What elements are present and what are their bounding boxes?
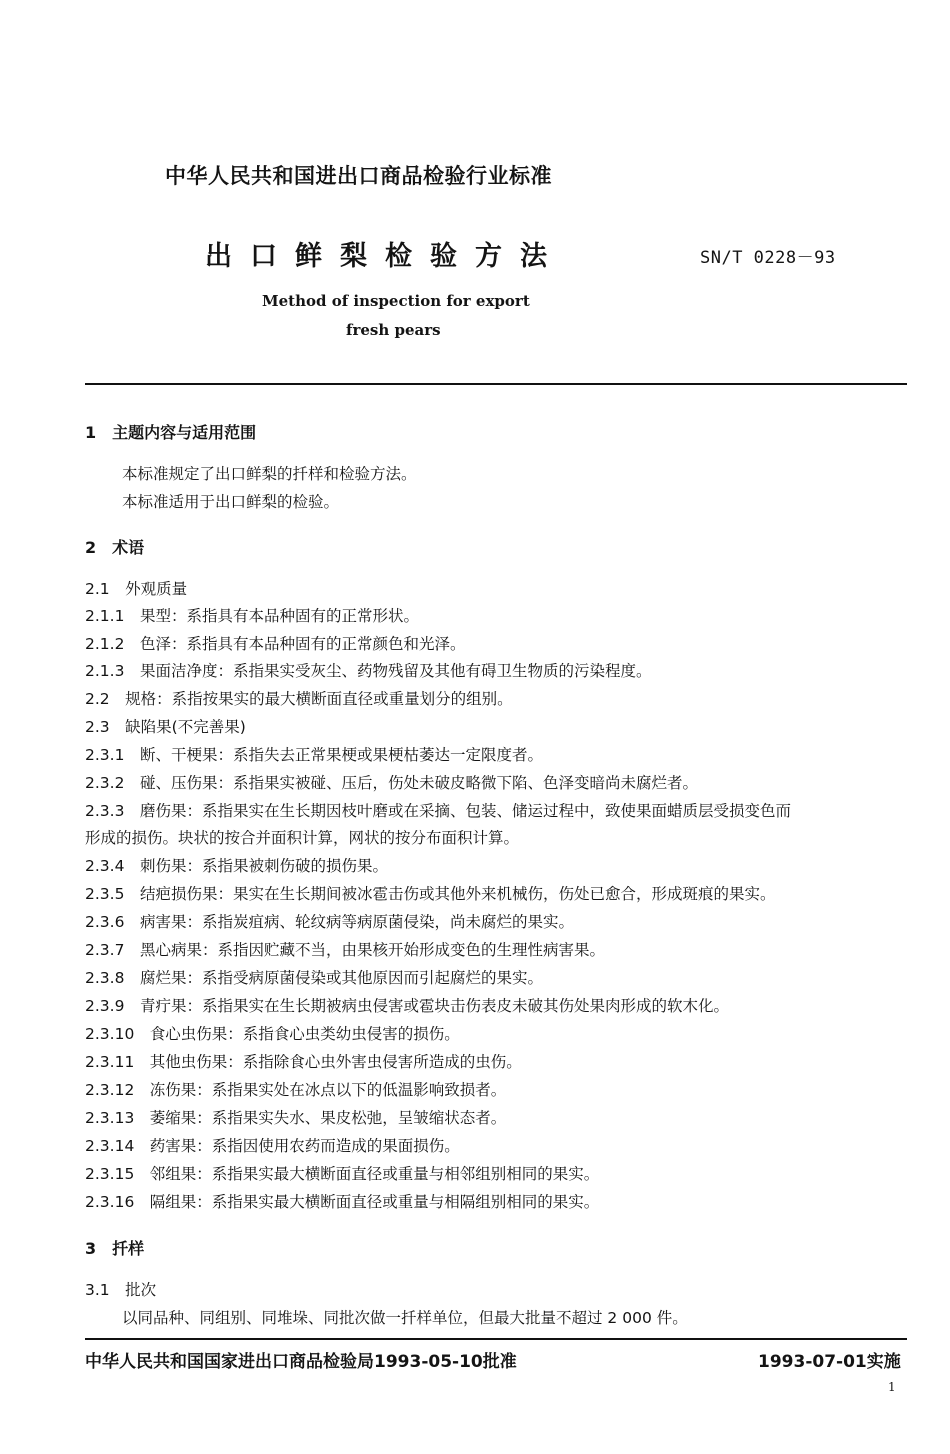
agency-title: 中华人民共和国进出口商品检验行业标准 [165,164,552,188]
header-divider [85,383,907,385]
term-item: 2.3.8 腐烂果：系指受病原菌侵染或其他原因而引起腐烂的果实。 [85,969,543,987]
term-item-continuation: 形成的损伤。块状的按合并面积计算，网状的按分布面积计算。 [85,829,520,847]
section-1-title: 1 主题内容与适用范围 [85,423,257,442]
term-item: 2.3.7 黑心病果：系指因贮藏不当，由果核开始形成变色的生理性病害果。 [85,941,605,959]
term-item: 2.3.10 食心虫伤果：系指食心虫类幼虫侵害的损伤。 [85,1025,460,1043]
term-item: 2.3.3 磨伤果：系指果实在生长期因枝叶磨或在采摘、包装、储运过程中，致使果面蜡质层受损变色而 [85,802,791,820]
term-item: 2.3 缺陷果(不完善果) [85,718,246,736]
footer-divider [85,1338,907,1340]
section-3-1-title: 3.1 批次 [85,1281,157,1299]
standard-number: SN/T 0228－93 [700,248,836,268]
section-3-1-paragraph: 以同品种、同组别、同堆垛、同批次做一扦样单位，但最大批量不超过 2 000 件。 [122,1309,688,1327]
section-1-paragraph-2: 本标准适用于出口鲜梨的检验。 [122,493,340,511]
term-item: 2.3.1 断、干梗果：系指失去正常果梗或果梗枯萎达一定限度者。 [85,746,543,764]
page-number: 1 [888,1380,896,1394]
term-item: 2.1.3 果面洁净度：系指果实受灰尘、药物残留及其他有碍卫生物质的污染程度。 [85,662,652,680]
section-1-paragraph-1: 本标准规定了出口鲜梨的扦样和检验方法。 [122,465,417,483]
term-item: 2.3.11 其他虫伤果：系指除食心虫外害虫侵害所造成的虫伤。 [85,1053,522,1071]
term-item: 2.3.14 药害果：系指因使用农药而造成的果面损伤。 [85,1137,460,1155]
english-title-line2: fresh pears [346,321,441,339]
document-title: 出口鲜梨检验方法 [205,241,565,272]
section-2-title: 2 术语 [85,538,145,557]
term-item: 2.1.2 色泽：系指具有本品种固有的正常颜色和光泽。 [85,635,466,653]
term-item: 2.3.12 冻伤果：系指果实处在冰点以下的低温影响致损者。 [85,1081,507,1099]
term-item: 2.3.16 隔组果：系指果实最大横断面直径或重量与相隔组别相同的果实。 [85,1193,600,1211]
term-item: 2.3.13 萎缩果：系指果实失水、果皮松弛，呈皱缩状态者。 [85,1109,507,1127]
term-item: 2.3.5 结疤损伤果：果实在生长期间被冰雹击伤或其他外来机械伤，伤处已愈合，形成斑痕的果实。 [85,885,776,903]
approval-line: 中华人民共和国国家进出口商品检验局1993-05-10批准 [85,1352,517,1372]
term-item: 2.1 外观质量 [85,580,188,598]
term-item: 2.3.4 刺伤果：系指果被刺伤破的损伤果。 [85,857,388,875]
term-item: 2.1.1 果型：系指具有本品种固有的正常形状。 [85,607,419,625]
term-item: 2.3.6 病害果：系指炭疽病、轮纹病等病原菌侵染，尚未腐烂的果实。 [85,913,574,931]
term-item: 2.3.9 青疔果：系指果实在生长期被病虫侵害或雹块击伤表皮未破其伤处果肉形成的软木化。 [85,997,729,1015]
english-title-line1: Method of inspection for export [262,292,530,310]
term-item: 2.3.15 邻组果：系指果实最大横断面直径或重量与相邻组别相同的果实。 [85,1165,600,1183]
term-item: 2.2 规格：系指按果实的最大横断面直径或重量划分的组别。 [85,690,513,708]
term-item: 2.3.2 碰、压伤果：系指果实被碰、压后，伤处未破皮略微下陷、色泽变暗尚未腐烂者。 [85,774,698,792]
section-3-title: 3 扦样 [85,1239,145,1258]
implementation-date: 1993-07-01实施 [758,1352,901,1372]
